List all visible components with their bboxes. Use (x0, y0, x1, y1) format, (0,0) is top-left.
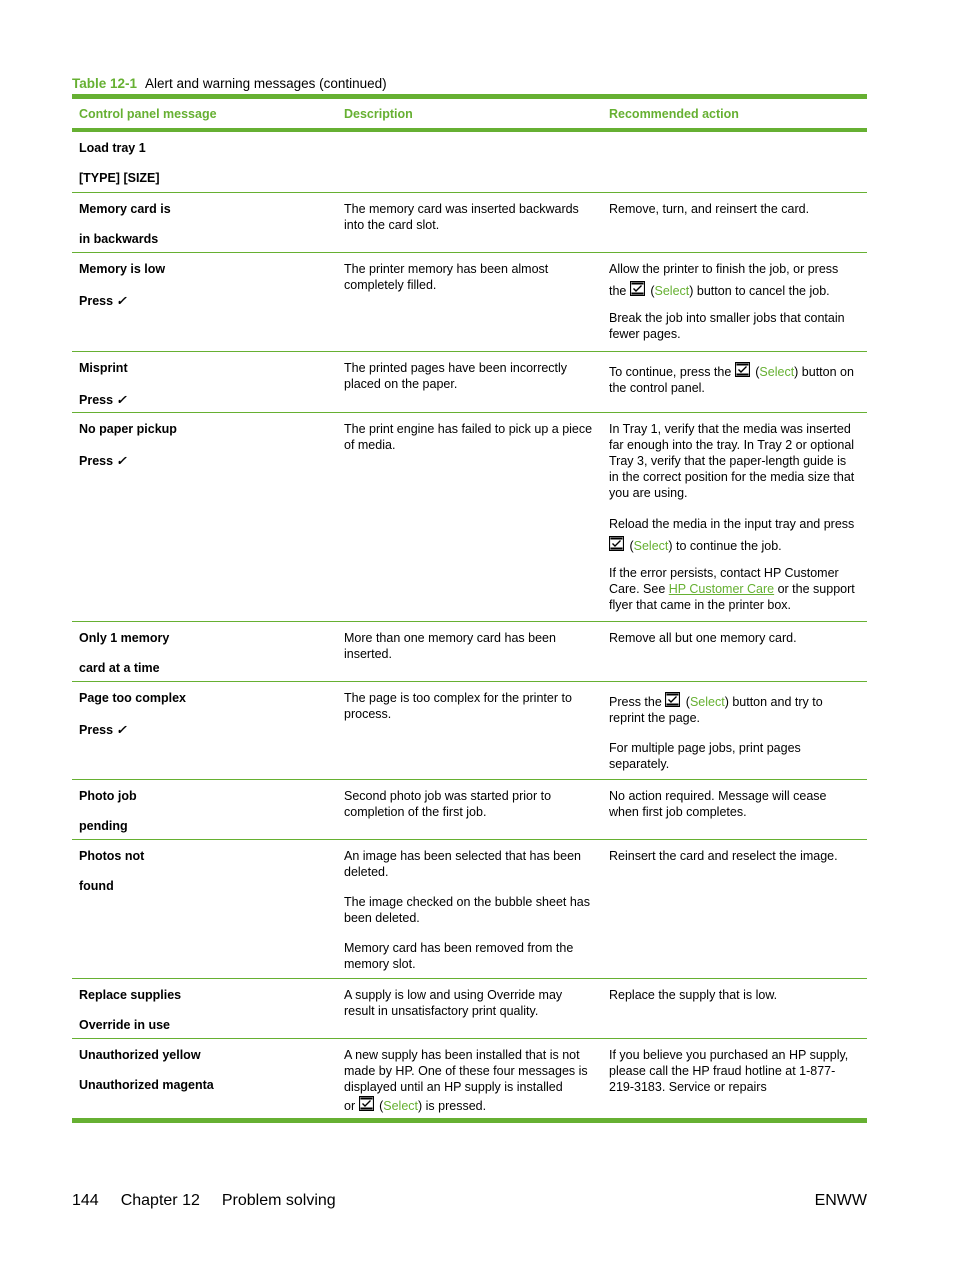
action-cell (602, 132, 867, 192)
description-text: The printer memory has been almost completely filled. (344, 262, 549, 292)
message-line: Memory card is (79, 202, 171, 216)
description-cell (337, 979, 602, 1038)
description-text: A new supply has been installed that is not made by HP. One of these four messages is displayed until an HP supply is installed (344, 1048, 588, 1094)
description-cell (337, 682, 602, 779)
checkmark-icon: ✓ (116, 723, 127, 737)
message-cell (72, 193, 337, 252)
footer-left (72, 1192, 867, 1210)
action-cell (602, 193, 867, 252)
message-cell (72, 253, 337, 351)
message-line: Photos not (79, 849, 145, 863)
action-text: Reinsert the card and reselect the image. (609, 849, 838, 863)
description-cell (337, 132, 602, 192)
message-cell (72, 780, 337, 839)
alert-messages-table (72, 94, 867, 1123)
action-cell (602, 979, 867, 1038)
select-button-icon (735, 362, 750, 377)
message-line: Memory is low (79, 262, 166, 276)
message-line: Only 1 memory (79, 631, 170, 645)
message-cell (72, 840, 337, 978)
table-number: Table 12-1 (72, 76, 138, 91)
action-cell (602, 352, 867, 412)
message-line: Photo job (79, 789, 137, 803)
table-row (72, 192, 867, 252)
message-line: in backwards (79, 232, 159, 246)
footer-right: ENWW (814, 1192, 867, 1209)
message-line: Press ✓ (79, 723, 127, 737)
table-header (72, 99, 867, 132)
action-text: Press the (Select) button and try to reprint the page. (609, 692, 859, 726)
table-row (72, 978, 867, 1038)
action-text: If you believe you purchased an HP supply, please call the HP fraud hotline at 1-877-219-3183. Service or repairs (609, 1048, 849, 1094)
table-row (72, 132, 867, 192)
description-cell (337, 1039, 602, 1118)
action-text: Allow the printer to finish the job, or press the (Select) button to cancel the job. (609, 262, 839, 298)
table-row (72, 621, 867, 681)
table-caption (72, 76, 387, 91)
select-button-icon (665, 692, 680, 707)
message-line: Load tray 1 (79, 141, 146, 155)
action-cell (602, 413, 867, 621)
message-line: Page too complex (79, 691, 186, 705)
description-cell (337, 622, 602, 681)
table-title: Alert and warning messages (continued) (145, 76, 387, 91)
message-line: Misprint (79, 361, 128, 375)
description-cell (337, 840, 602, 978)
section-label: Problem solving (221, 1192, 336, 1209)
message-line: No paper pickup (79, 422, 177, 436)
action-text: If the error persists, contact HP Customer Care. See HP Customer Care or the support flyer that came in the printer box. (609, 566, 855, 612)
action-cell (602, 253, 867, 351)
message-cell (72, 413, 337, 621)
action-text: For multiple page jobs, print pages separately. (609, 741, 801, 771)
message-line: Unauthorized magenta (79, 1078, 214, 1092)
table-row (72, 839, 867, 978)
message-line: Replace supplies (79, 988, 182, 1002)
message-cell (72, 979, 337, 1038)
description-cell (337, 780, 602, 839)
action-text: Break the job into smaller jobs that contain fewer pages. (609, 311, 845, 341)
message-line: pending (79, 819, 128, 833)
message-line: Override in use (79, 1018, 171, 1032)
page-number: 144 (72, 1192, 99, 1209)
hp-customer-care-link[interactable]: HP Customer Care (668, 582, 775, 596)
select-button-icon (359, 1096, 374, 1111)
message-cell (72, 352, 337, 412)
chapter-label: Chapter 12 (120, 1192, 200, 1209)
description-text: Second photo job was started prior to completion of the first job. (344, 789, 552, 819)
action-text: No action required. Message will cease when first job completes. (609, 789, 827, 819)
description-cell (337, 253, 602, 351)
message-cell (72, 622, 337, 681)
message-line: card at a time (79, 661, 160, 675)
message-cell (72, 682, 337, 779)
description-text: A supply is low and using Override may result in unsatisfactory print quality. (344, 988, 563, 1018)
table-row (72, 681, 867, 779)
message-line: found (79, 879, 114, 893)
description-cell (337, 352, 602, 412)
message-line: Unauthorized yellow (79, 1048, 201, 1062)
message-cell (72, 1039, 337, 1118)
table-row (72, 412, 867, 621)
action-text: In Tray 1, verify that the media was inserted far enough into the tray. In Tray 2 or optional Tray 3, verify that the paper-length guide is in the correct position for the media size that you are using. (609, 422, 855, 500)
description-text: More than one memory card has been inserted. (344, 631, 556, 661)
action-cell (602, 622, 867, 681)
page-footer (72, 1192, 867, 1210)
message-line: [TYPE] [SIZE] (79, 171, 160, 185)
message-line: Press ✓ (79, 454, 127, 468)
message-line: Press ✓ (79, 294, 127, 308)
message-line: Press ✓ (79, 393, 127, 407)
description-text: The image checked on the bubble sheet has been deleted. (344, 895, 591, 925)
checkmark-icon: ✓ (116, 454, 127, 468)
action-cell (602, 682, 867, 779)
table-row (72, 779, 867, 839)
checkmark-icon: ✓ (116, 294, 127, 308)
message-cell (72, 132, 337, 192)
action-cell (602, 1039, 867, 1118)
header-control-panel-message: Control panel message (79, 106, 217, 121)
description-text: Memory card has been removed from the memory slot. (344, 941, 574, 971)
action-text: Replace the supply that is low. (609, 988, 778, 1002)
action-cell (602, 840, 867, 978)
description-cell (337, 193, 602, 252)
description-text: The memory card was inserted backwards into the card slot. (344, 202, 579, 232)
checkmark-icon: ✓ (116, 393, 127, 407)
description-text: The printed pages have been incorrectly placed on the paper. (344, 361, 568, 391)
select-button-icon (609, 536, 624, 551)
table-row (72, 252, 867, 351)
header-description: Description (344, 106, 413, 121)
description-text: or (Select) is pressed. (344, 1095, 594, 1117)
table-row (72, 1038, 867, 1118)
action-text: Remove all but one memory card. (609, 631, 797, 645)
header-recommended-action: Recommended action (609, 106, 739, 121)
action-cell (602, 780, 867, 839)
select-button-icon (630, 281, 645, 296)
action-text: Remove, turn, and reinsert the card. (609, 202, 810, 216)
description-cell (337, 413, 602, 621)
description-text: An image has been selected that has been deleted. (344, 849, 581, 879)
table-row (72, 351, 867, 412)
description-text: The print engine has failed to pick up a piece of media. (344, 422, 593, 452)
action-text: To continue, press the (Select) button on the control panel. (609, 362, 859, 396)
action-text: Reload the media in the input tray and press (Select) to continue the job. (609, 517, 855, 553)
description-text: The page is too complex for the printer to process. (344, 691, 572, 721)
